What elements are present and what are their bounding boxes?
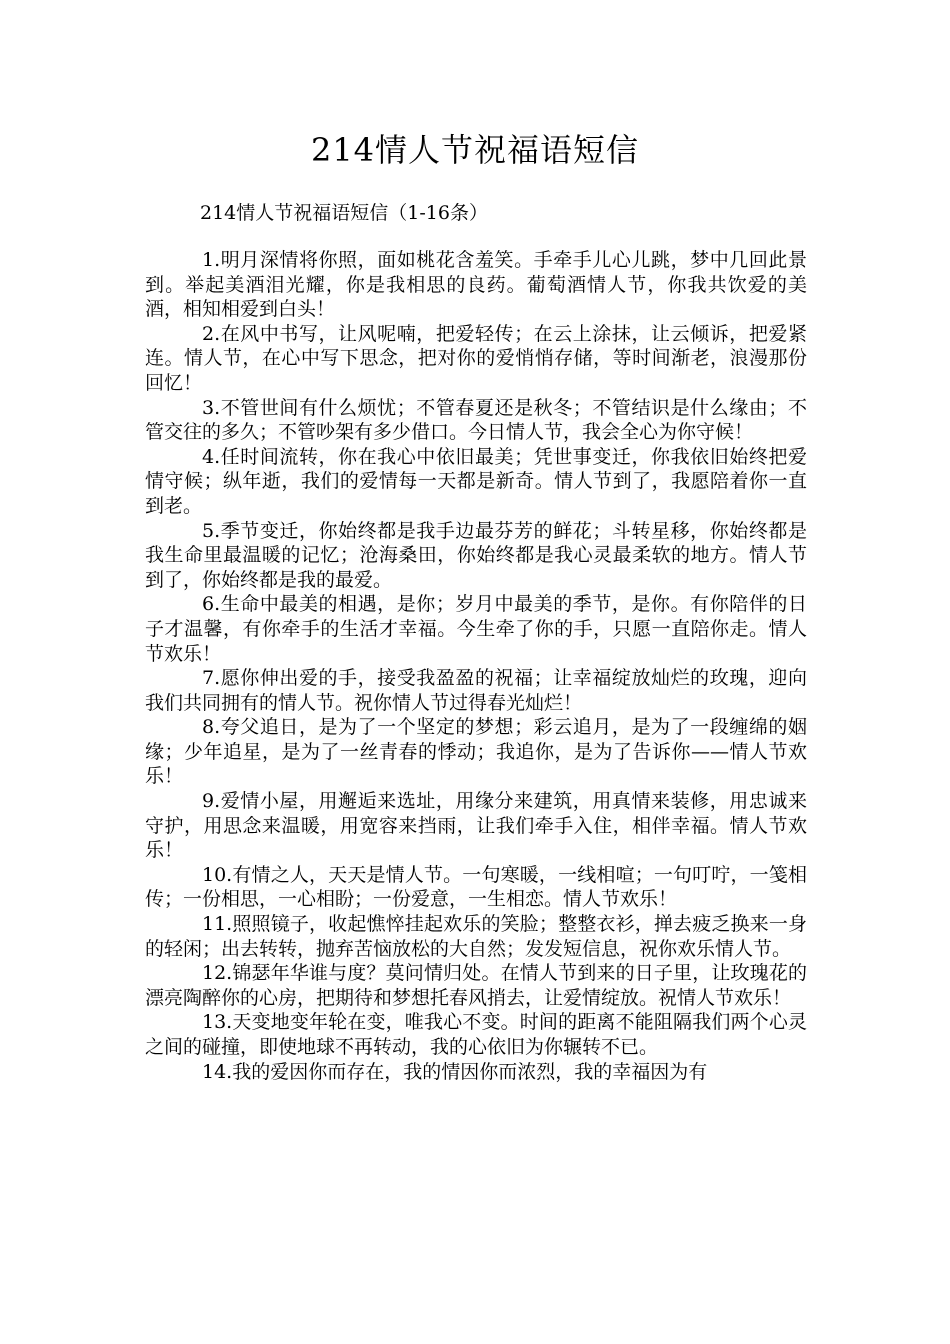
paragraph-4: 4.任时间流转，你在我心中依旧最美；凭世事变迁，你我依旧始终把爱情守候；纵年逝，我们的爱情每一天都是新奇。情人节到了，我愿陪着你一直到老。 bbox=[145, 445, 807, 517]
paragraph-7: 7.愿你伸出爱的手，接受我盈盈的祝福；让幸福绽放灿烂的玫瑰，迎向我们共同拥有的情人节。祝你情人节过得春光灿烂！ bbox=[145, 667, 807, 714]
paragraph-13: 13.天变地变年轮在变，唯我心不变。时间的距离不能阻隔我们两个心灵之间的碰撞，即使地球不再转动，我的心依旧为你辗转不已。 bbox=[145, 1011, 807, 1058]
paragraph-12: 12.锦瑟年华谁与度？莫问情归处。在情人节到来的日子里，让玫瑰花的漂亮陶醉你的心房，把期待和梦想托春风捎去，让爱情绽放。祝情人节欢乐！ bbox=[145, 962, 807, 1009]
paragraph-9: 9.爱情小屋，用邂逅来选址，用缘分来建筑，用真情来装修，用忠诚来守护，用思念来温暖，用宽容来挡雨，让我们牵手入住，相伴幸福。情人节欢乐！ bbox=[145, 790, 807, 862]
paragraph-5: 5.季节变迁，你始终都是我手边最芬芳的鲜花；斗转星移，你始终都是我生命里最温暖的记忆；沧海桑田，你始终都是我心灵最柔软的地方。情人节到了，你始终都是我的最爱。 bbox=[145, 519, 807, 591]
paragraph-10: 10.有情之人，天天是情人节。一句寒暖，一线相喧；一句叮咛，一笺相传；一份相思，一心相盼；一份爱意，一生相恋。情人节欢乐！ bbox=[145, 863, 807, 911]
paragraph-11: 11.照照镜子，收起憔悴挂起欢乐的笑脸；整整衣衫，掸去疲乏换来一身的轻闲；出去转转，抛弃苦恼放松的大自然；发发短信息，祝你欢乐情人节。 bbox=[145, 913, 807, 960]
document-body bbox=[145, 248, 807, 1084]
paragraph-8: 8.夸父追日，是为了一个坚定的梦想；彩云追月，是为了一段缠绵的姻缘；少年追星，是为了一丝青春的悸动；我追你，是为了告诉你——情人节欢乐！ bbox=[145, 716, 807, 788]
paragraph-14: 14.我的爱因你而存在，我的情因你而浓烈，我的幸福因为有 bbox=[202, 1060, 708, 1083]
document-subtitle: 214情人节祝福语短信（1-16条） bbox=[200, 202, 488, 224]
paragraph-3: 3.不管世间有什么烦忧；不管春夏还是秋冬；不管结识是什么缘由；不管交往的多久；不管吵架有多少借口。今日情人节，我会全心为你守候！ bbox=[145, 396, 807, 444]
paragraph-6: 6.生命中最美的相遇，是你；岁月中最美的季节，是你。有你陪伴的日子才温馨，有你牵手的生活才幸福。今生牵了你的手，只愿一直陪你走。情人节欢乐！ bbox=[145, 593, 807, 665]
paragraph-1: 1.明月深情将你照，面如桃花含羞笑。手牵手儿心儿跳，梦中几回此景到。举起美酒泪光耀，你是我相思的良药。葡萄酒情人节，你我共饮爱的美酒，相知相爱到白头！ bbox=[145, 249, 807, 321]
document-title: 214情人节祝福语短信 bbox=[310, 131, 640, 169]
paragraph-2: 2.在风中书写，让风呢喃，把爱轻传；在云上涂抹，让云倾诉，把爱紧连。情人节，在心中写下思念，把对你的爱悄悄存储，等时间渐老，浪漫那份回忆！ bbox=[145, 322, 807, 394]
